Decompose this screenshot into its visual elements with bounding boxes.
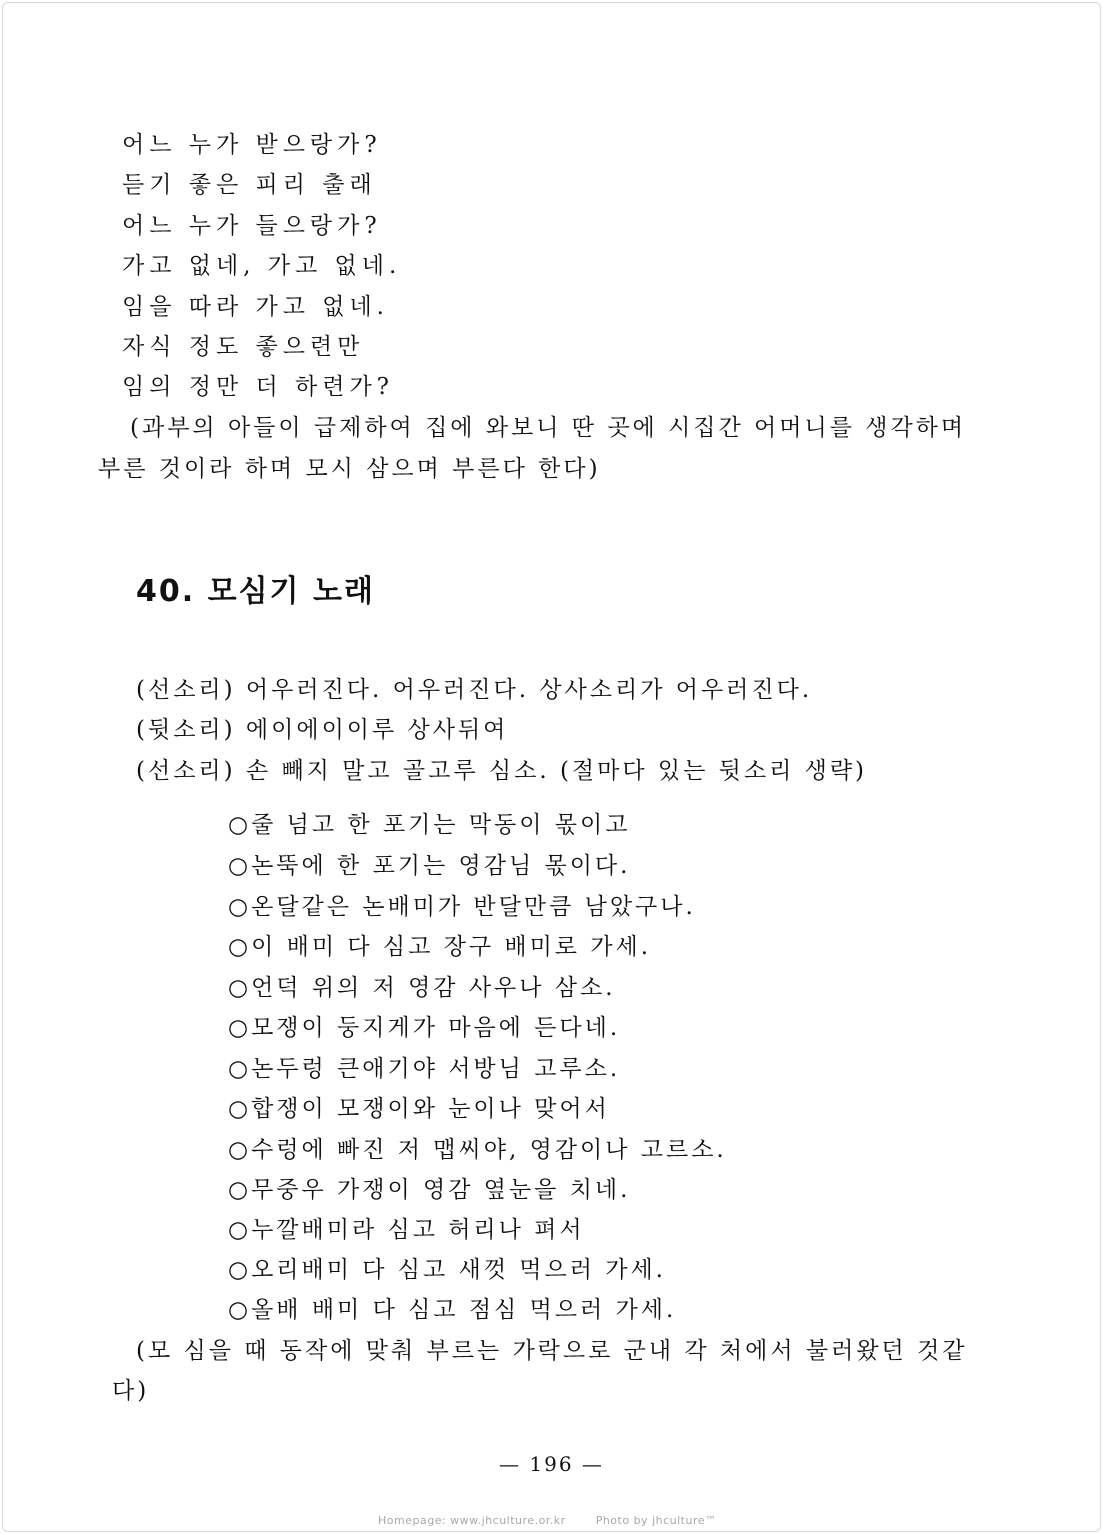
poem-line: 가고 없네, 가고 없네. — [122, 253, 402, 279]
verse-line: ○무중우 가쟁이 영감 옆눈을 치네. — [228, 1177, 631, 1203]
poem-line: 자식 정도 좋으련만 — [122, 334, 365, 360]
intro-line: (뒷소리) 에이에이이루 상사뒤여 — [136, 717, 509, 743]
intro-line: (선소리) 손 빼지 말고 골고루 심소. (절마다 있는 뒷소리 생략) — [136, 758, 868, 784]
section-note-line: (모 심을 때 동작에 맞춰 부르는 가락으로 군내 각 처에서 불러왔던 것같 — [136, 1338, 968, 1364]
section-title: 40. 모심기 노래 — [136, 574, 375, 609]
verse-line: ○모쟁이 둥지게가 마음에 든다네. — [228, 1015, 621, 1041]
poem-line: 임을 따라 가고 없네. — [122, 294, 389, 320]
poem-line: 어느 누가 들으랑가? — [122, 213, 382, 239]
verse-line: ○줄 넘고 한 포기는 막동이 몫이고 — [228, 812, 631, 838]
verse-line: ○이 배미 다 심고 장구 배미로 가세. — [228, 934, 652, 960]
verse-line: ○논뚝에 한 포기는 영감님 몫이다. — [228, 853, 631, 879]
verse-line: ○논두렁 큰애기야 서방님 고루소. — [228, 1056, 621, 1082]
page-number: — 196 — — [499, 1452, 604, 1476]
poem-note-line: 부른 것이라 하며 모시 삼으며 부른다 한다) — [98, 456, 601, 482]
footer-photo-credit: Photo by jhculture™ — [595, 1514, 717, 1527]
verse-line: ○올배 배미 다 심고 점심 먹으러 가세. — [228, 1297, 677, 1323]
poem-line: 임의 정만 더 하련가? — [122, 374, 395, 400]
footer-homepage: Homepage: www.jhculture.or.kr — [378, 1514, 566, 1527]
footer — [378, 1514, 747, 1527]
poem-line: 어느 누가 받으랑가? — [122, 132, 382, 158]
verse-line: ○수렁에 빠진 저 맵씨야, 영감이나 고르소. — [228, 1137, 727, 1163]
verse-line: ○누깔배미라 심고 허리나 펴서 — [228, 1217, 585, 1243]
verse-line: ○합쟁이 모쟁이와 눈이나 맞어서 — [228, 1096, 610, 1122]
section-note-line: 다) — [112, 1378, 150, 1404]
poem-note-line: (과부의 아들이 급제하여 집에 와보니 딴 곳에 시집간 어머니를 생각하며 — [130, 415, 967, 441]
poem-line: 듣기 좋은 피리 출래 — [122, 172, 377, 198]
verse-line: ○온달같은 논배미가 반달만큼 남았구나. — [228, 894, 696, 920]
intro-line: (선소리) 어우러진다. 어우러진다. 상사소리가 어우러진다. — [136, 677, 813, 703]
verse-line: ○오리배미 다 심고 새껏 먹으러 가세. — [228, 1257, 666, 1283]
verse-line: ○언덕 위의 저 영감 사우나 삼소. — [228, 975, 616, 1001]
